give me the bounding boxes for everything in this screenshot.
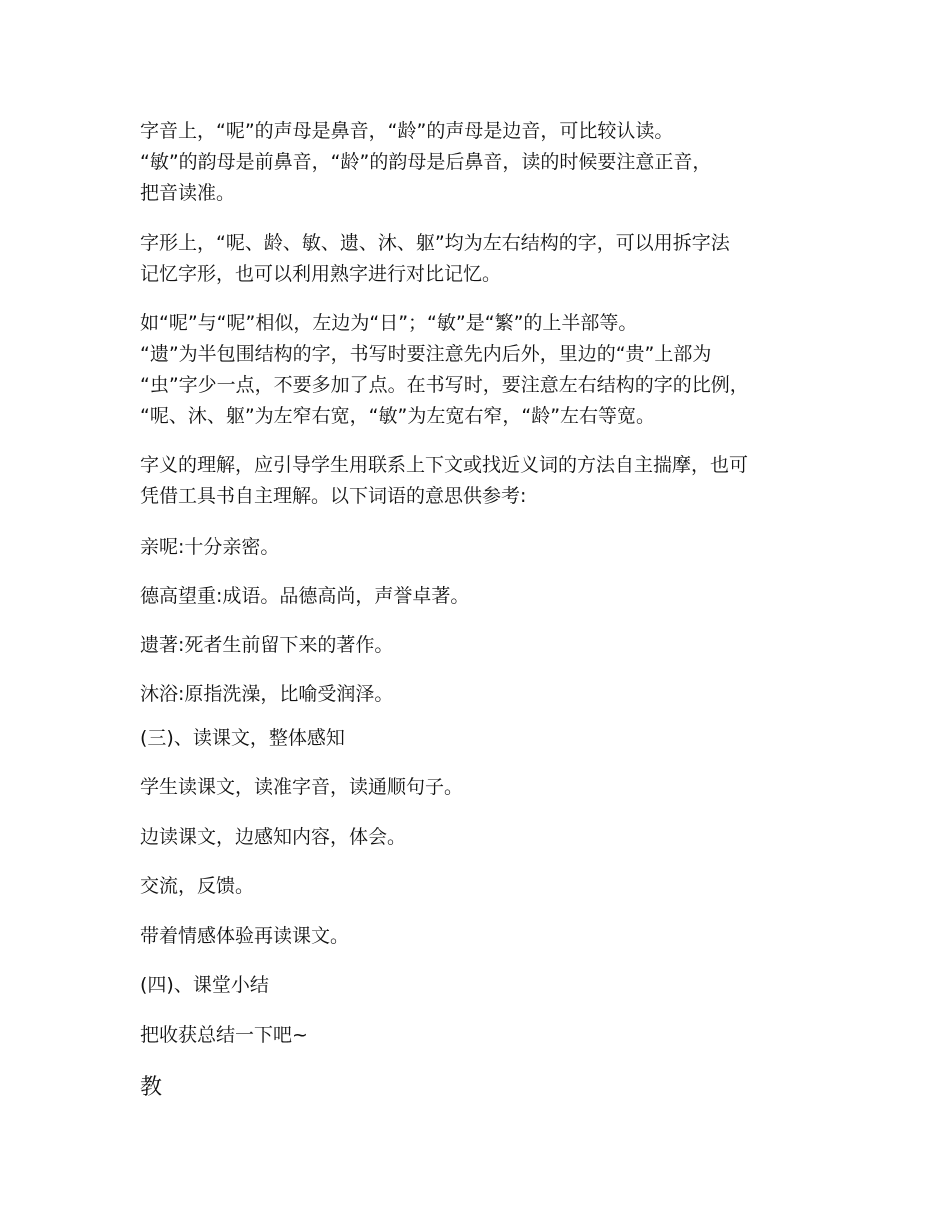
text-line: 凭借工具书自主理解。以下词语的意思供参考: [140, 485, 527, 507]
step-exchange [140, 871, 840, 902]
definition-muyu [140, 679, 840, 710]
definition-degao [140, 581, 840, 612]
text-line: 亲呢:十分亲密。 [140, 536, 280, 558]
text-line: “敏”的韵母是前鼻音，“龄”的韵母是后鼻音，读的时候要注意正音， [140, 151, 712, 173]
text-line: 记忆字形，也可以利用熟字进行对比记忆。 [140, 263, 502, 285]
paragraph-shape [140, 228, 840, 290]
section-heading-3 [140, 723, 840, 754]
text-line: 字音上，“呢”的声母是鼻音，“龄”的声母是边音，可比较认读。 [140, 120, 674, 142]
text-line: “遗”为半包围结构的字，书写时要注意先内后外，里边的“贵”上部为 [140, 343, 712, 365]
text-line: 字形上，“呢、龄、敏、遗、沐、躯”均为左右结构的字，可以用拆字法 [140, 232, 730, 254]
text-line: 学生读课文，读准字音，读通顺句子。 [140, 776, 464, 798]
trailing-heading: 教 [140, 1075, 163, 1100]
text-line: 德高望重:成语。品德高尚，声誉卓著。 [140, 585, 470, 607]
paragraph-comparison [140, 308, 840, 432]
text-line: 遗著:死者生前留下来的著作。 [140, 634, 394, 656]
text-line: 把收获总结一下吧~ [140, 1024, 308, 1046]
text-line: 带着情感体验再读课文。 [140, 925, 350, 947]
definition-yizhu [140, 630, 840, 661]
summary-line [140, 1020, 840, 1051]
definition-qinni [140, 532, 840, 563]
text-line: (四)、课堂小结 [140, 974, 269, 996]
text-line: 字义的理解，应引导学生用联系上下文或找近义词的方法自主揣摩，也可 [140, 454, 749, 476]
step-read-aloud [140, 772, 840, 803]
text-line: 交流，反馈。 [140, 875, 255, 897]
step-reread [140, 921, 840, 952]
step-perceive [140, 822, 840, 853]
text-line: 如“呢”与“呢”相似，左边为“日”；“敏”是“繁”的上半部等。 [140, 312, 638, 334]
section-heading-4 [140, 970, 840, 1001]
text-line: 沐浴:原指洗澡，比喻受润泽。 [140, 683, 394, 705]
paragraph-pronunciation [140, 116, 840, 209]
paragraph-meaning [140, 450, 840, 512]
text-line: “虫”字少一点，不要多加了点。在书写时，要注意左右结构的字的比例， [140, 374, 749, 396]
text-line: 边读课文，边感知内容，体会。 [140, 826, 407, 848]
text-line: “呢、沐、躯”为左窄右宽，“敏”为左宽右窄，“龄”左右等宽。 [140, 405, 656, 427]
text-line: 把音读准。 [140, 182, 236, 204]
text-line: (三)、读课文，整体感知 [140, 727, 345, 749]
